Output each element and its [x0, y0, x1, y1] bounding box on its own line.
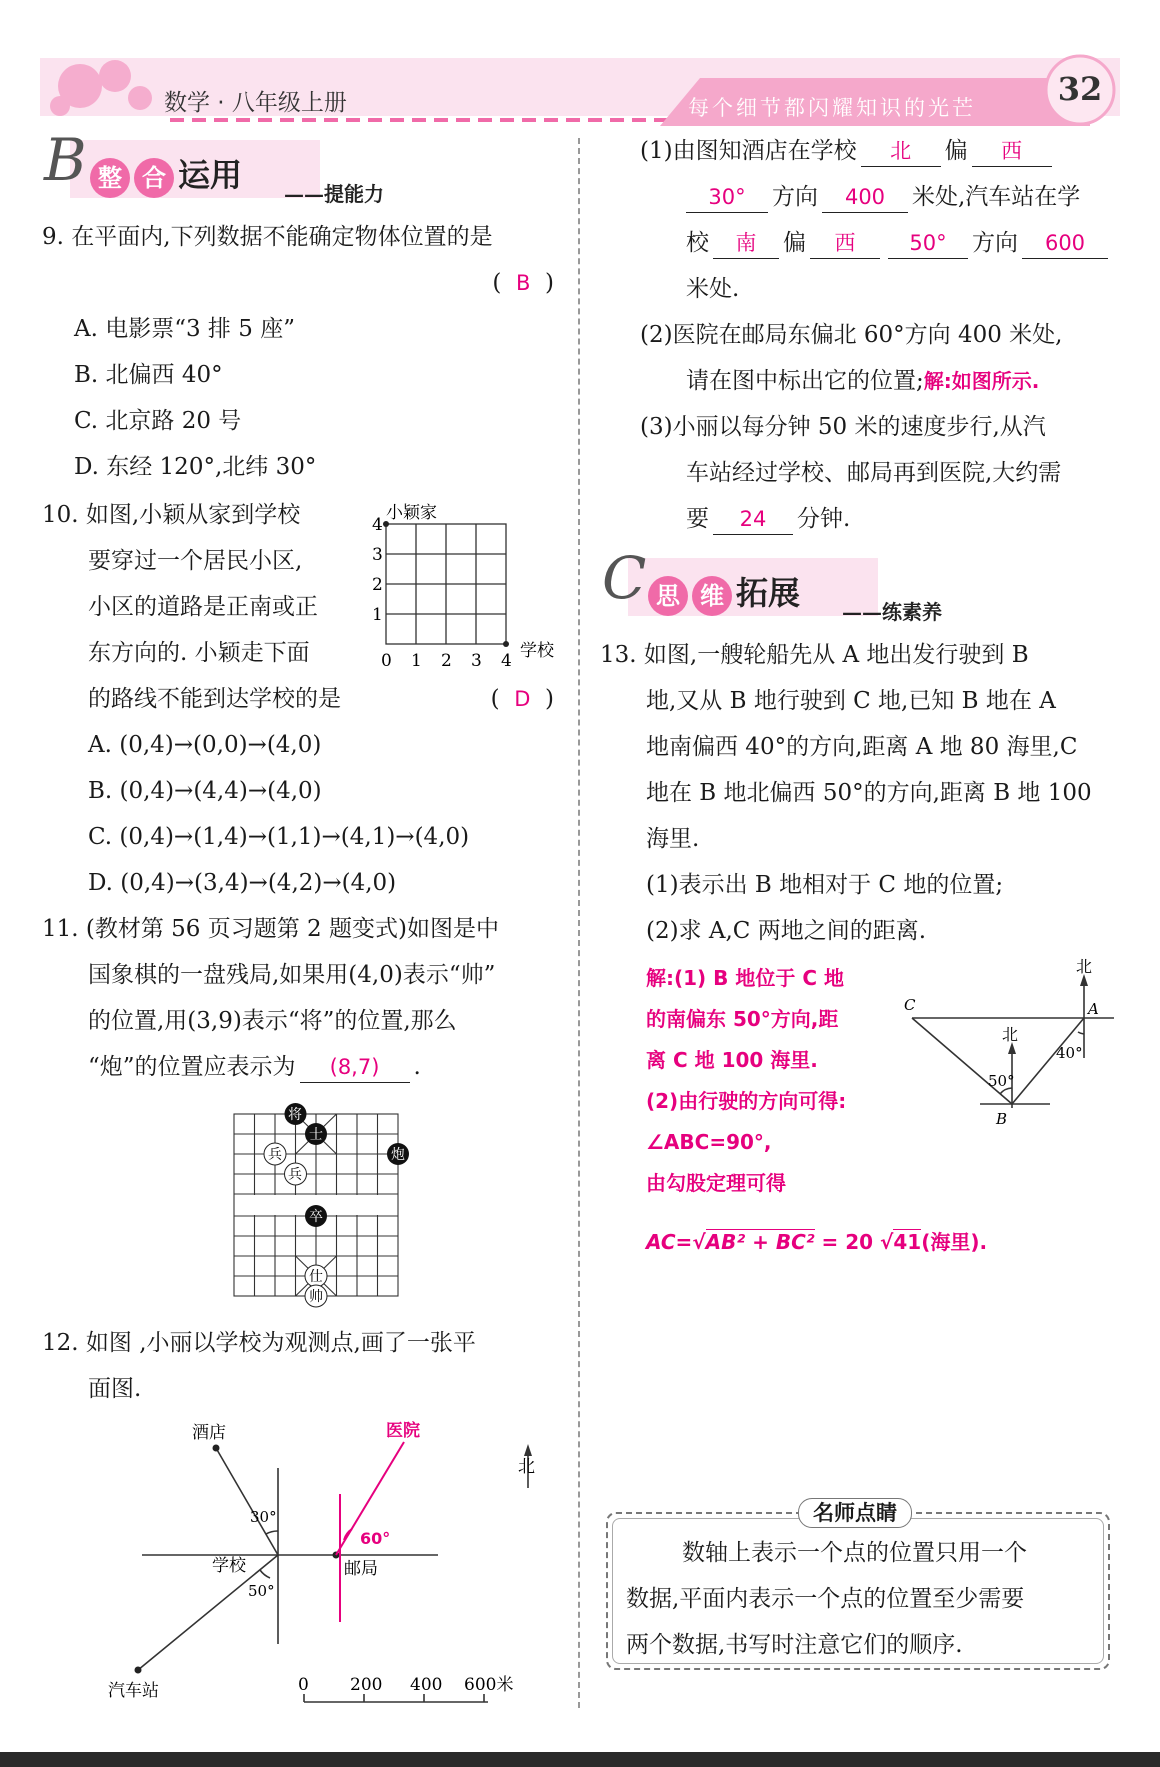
angle-hospital: 60°	[360, 1529, 391, 1548]
angle-40: 40°	[1056, 1044, 1083, 1062]
tip-box: 名师点睛 数轴上表示一个点的位置只用一个 数据,平面内表示一个点的位置至少需要 两个数据,书写时注意它们的顺序.	[606, 1512, 1110, 1670]
question-11: 11. (教材第 56 页习题第 2 题变式)如图是中 国象棋的一盘残局,如果用(4,0)表示“帅” 的位置,用(3,9)表示“将”的位置,那么 “炮”的位置应表示为 (8,7) .	[42, 906, 562, 1090]
label-hotel: 酒店	[192, 1423, 226, 1443]
answer-blank: 24	[713, 504, 793, 535]
option: C. (0,4)→(1,4)→(1,1)→(4,1)→(4,0)	[88, 824, 470, 850]
point-A: A	[1088, 1000, 1099, 1018]
question-line: 10. 如图,小颖从家到学校	[42, 502, 301, 528]
option: A. 电影票“3 排 5 座”	[74, 316, 295, 342]
question-12	[42, 1320, 562, 1412]
solution-text: 解:如图所示.	[923, 369, 1040, 393]
page-header	[40, 48, 1120, 126]
angle-bus: 50°	[248, 1582, 275, 1600]
piece-shi-black: 士	[309, 1127, 323, 1143]
footer-bar	[0, 1752, 1160, 1767]
piece-zu: 卒	[309, 1209, 323, 1225]
question-line: 小区的道路是正南或正	[88, 594, 318, 620]
scale-label: 400	[410, 1675, 443, 1695]
piece-bing: 兵	[268, 1147, 282, 1163]
question-stem: 9. 在平面内,下列数据不能确定物体位置的是	[42, 224, 493, 250]
angle-hotel: 30°	[250, 1508, 277, 1526]
question-line: 的路线不能到达学校的是	[88, 686, 341, 712]
answer-blank: 南	[713, 228, 779, 259]
section-b-header	[40, 126, 420, 206]
option: D. (0,4)→(3,4)→(4,2)→(4,0)	[88, 870, 397, 896]
answer: B	[515, 271, 531, 295]
section-subtitle: ——练素养	[842, 600, 942, 624]
option: B. 北偏西 40°	[74, 362, 223, 388]
answer-blank: 西	[810, 228, 880, 259]
y-tick: 1	[372, 605, 383, 625]
option: D. 东经 120°,北纬 30°	[74, 454, 317, 480]
question-13: 13. 如图,一艘轮船先从 A 地出发行驶到 B 地,又从 B 地行驶到 C 地,已知 B 地在 A 地南偏西 40°的方向,距离 A 地 80 海里,C 地在 B 地北偏西 50°的方向,距离 B 地 100 海里. (1)表示出 B 地相对于 C 地的位置; (2)求 A,C 两地之间的距离.	[600, 642, 1092, 944]
question-line: 要穿过一个居民小区,	[88, 548, 303, 574]
school-label: 学校	[520, 641, 554, 661]
header-subject: 数学 · 八年级上册	[164, 90, 347, 116]
grid-figure	[366, 500, 566, 680]
piece-shuai: 帅	[309, 1289, 323, 1305]
question-line: 11. (教材第 56 页习题第 2 题变式)如图是中	[42, 916, 499, 942]
answer: D	[514, 687, 531, 711]
answer-blank: 600	[1022, 228, 1108, 259]
scale-label: 0	[298, 1675, 309, 1695]
tip-title: 名师点睛	[798, 1498, 912, 1528]
x-tick: 3	[471, 651, 482, 671]
question-line: “炮”的位置应表示为	[88, 1054, 296, 1080]
answer-blank: 400	[822, 182, 908, 213]
section-letter: B	[44, 126, 87, 194]
chess-board	[224, 1100, 414, 1320]
section-letter: C	[602, 544, 647, 612]
header-slogan: 每个细节都闪耀知识的光芒	[688, 96, 976, 120]
option: C. 北京路 20 号	[74, 408, 242, 434]
section-badge: 维	[692, 576, 732, 616]
question-9: 9. 在平面内,下列数据不能确定物体位置的是 ( B ) A. 电影票“3 排 5 座” B. 北偏西 40° C. 北京路 20 号 D. 东经 120°,北纬 30°	[42, 214, 562, 490]
answer-blank: (8,7)	[300, 1052, 410, 1083]
section-badge: 思	[648, 576, 688, 616]
piece-pao: 炮	[391, 1147, 405, 1163]
angle-50: 50°	[988, 1072, 1015, 1090]
triangle-figure	[888, 958, 1124, 1128]
answer-blank: 50°	[888, 228, 968, 259]
home-label: 小颖家	[386, 503, 437, 523]
question-line: 12. 如图 ,小丽以学校为观测点,画了一张平	[42, 1330, 476, 1356]
scale-label: 200	[350, 1675, 383, 1695]
question-line: 国象棋的一盘残局,如果用(4,0)表示“帅”	[88, 962, 496, 988]
solution-13: 解:(1) B 地位于 C 地 的南偏东 50°方向,距 离 C 地 100 海里. (2)由行驶的方向可得: ∠ABC=90°, 由勾股定理可得	[646, 966, 847, 1195]
north-label: 北	[1002, 1025, 1019, 1044]
label-hospital: 医院	[386, 1421, 420, 1441]
label-school: 学校	[212, 1556, 246, 1576]
option: A. (0,4)→(0,0)→(4,0)	[88, 732, 322, 758]
label-bus-station: 汽车站	[108, 1681, 159, 1701]
answer-blank: 西	[972, 136, 1052, 167]
piece-bing: 兵	[288, 1167, 302, 1183]
piece-shi-red: 仕	[309, 1269, 323, 1285]
x-tick: 1	[411, 651, 422, 671]
solution-formula: AC=√AB² + BC² = 20 √41(海里).	[646, 1230, 988, 1254]
section-title: 拓展	[736, 574, 801, 612]
question-12-parts: (1)由图知酒店在学校 北 偏 西 30° 方向 400 米处,汽车站在学 校 南 偏 西 50° 方向 600 米处. (2)医院在邮局东偏北 60°方向 400 米处, 请在图中标出它的位置;解:如图所示. (3)小丽以每分钟 50 米的速度步行,从汽 车站经过学校、邮局再到医院,大约需 要 24 分钟.	[640, 128, 1130, 542]
column-divider	[578, 138, 580, 1708]
answer-blank: 北	[861, 136, 941, 167]
section-badge: 合	[134, 158, 174, 198]
question-line: 的位置,用(3,9)表示“将”的位置,那么	[88, 1008, 457, 1034]
section-c-header	[598, 544, 978, 624]
y-tick: 2	[372, 575, 383, 595]
page-number: 32	[1057, 70, 1103, 108]
option: B. (0,4)→(4,4)→(4,0)	[88, 778, 322, 804]
x-tick: 4	[501, 651, 512, 671]
label-north: 北	[518, 1457, 535, 1477]
section-subtitle: ——提能力	[284, 182, 384, 206]
map-figure	[108, 1412, 548, 1712]
label-post-office: 邮局	[344, 1559, 378, 1579]
piece-jiang: 将	[288, 1107, 302, 1123]
x-tick: 0	[381, 651, 392, 671]
y-tick: 3	[372, 545, 383, 565]
y-tick: 4	[372, 515, 383, 535]
x-tick: 2	[441, 651, 452, 671]
question-line: 东方向的. 小颖走下面	[88, 640, 310, 666]
section-badge: 整	[90, 158, 130, 198]
question-10: 10. 如图,小颖从家到学校 要穿过一个居民小区, 小区的道路是正南或正 东方向的. 小颖走下面 的路线不能到达学校的是 ( D ) A. (0,4)→(0,0)→(4,0) B. (0,4)→(4,4)→(4,0) C. (0,4)→(1,4)→(1,1)→(4,1)→(4,0) D. (0,4)→(3,4)→(4,2)→(4,0)	[42, 492, 562, 906]
scale-label: 600米	[464, 1675, 514, 1695]
north-label: 北	[1076, 958, 1093, 976]
point-C: C	[904, 996, 916, 1014]
answer-blank: 30°	[686, 182, 768, 213]
question-line: 面图.	[88, 1376, 142, 1402]
section-title: 运用	[178, 156, 243, 194]
point-B: B	[996, 1110, 1008, 1128]
